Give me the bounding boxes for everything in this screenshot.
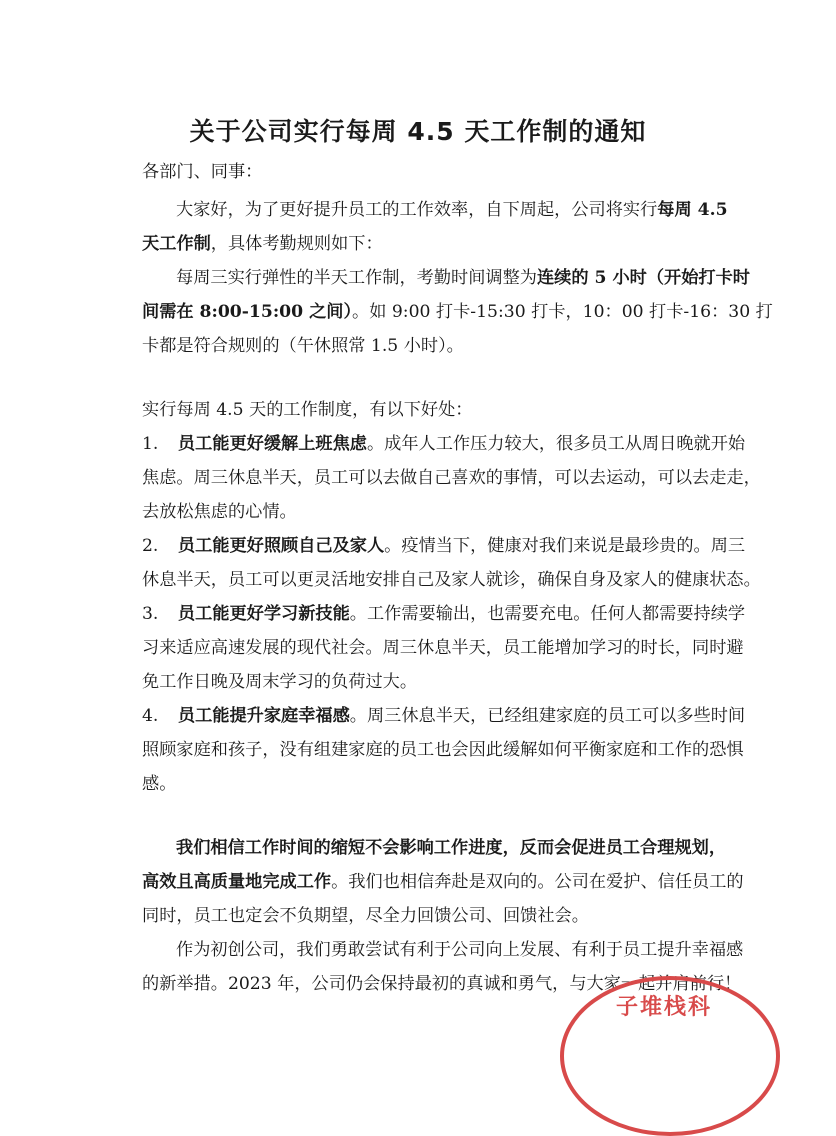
- rule-line-3: 卡都是符合规则的（午休照常 1.5 小时）。: [142, 336, 464, 356]
- benefit-1-line-2: 焦虑。周三休息半天，员工可以去做自己喜欢的事情，可以去运动，可以去走走，: [142, 468, 761, 488]
- benefit-heading: 员工能更好学习新技能: [177, 604, 350, 624]
- closing-text: 。我们也相信奔赴是双向的。公司在爱护、信任员工的: [331, 872, 744, 892]
- benefit-number: 4.: [142, 706, 159, 726]
- benefit-1-line-3: 去放松焦虑的心情。: [142, 502, 297, 522]
- benefit-number: 2.: [142, 536, 159, 556]
- closing-1-line-1: [176, 836, 726, 860]
- benefit-2-line-1: [142, 534, 745, 558]
- closing-bold: 高效且高质量地完成工作: [142, 872, 332, 892]
- intro-bold: 每周 4.5: [657, 200, 728, 220]
- benefit-3-line-1: [142, 602, 745, 626]
- benefit-number: 3.: [142, 604, 159, 624]
- intro-text: ，具体考勤规则如下：: [210, 234, 383, 254]
- closing-1-line-2: [142, 870, 744, 894]
- company-seal-text: 子堆栈科: [616, 994, 713, 1020]
- rule-line-2: [142, 300, 773, 324]
- intro-line-1: [176, 198, 728, 222]
- benefit-heading: 员工能更好照顾自己及家人: [177, 536, 385, 556]
- salutation: 各部门、同事：: [142, 162, 263, 182]
- benefit-text: 。成年人工作压力较大，很多员工从周日晚就开始: [366, 434, 746, 454]
- document-title: 关于公司实行每周 4.5 天工作制的通知: [189, 117, 647, 146]
- closing-1-line-3: 同时，员工也定会不负期望，尽全力回馈公司、回馈社会。: [142, 906, 589, 926]
- benefit-2-line-2: 休息半天，员工可以更灵活地安排自己及家人就诊，确保自身及家人的健康状态。: [142, 570, 761, 590]
- benefit-number: 1.: [142, 434, 159, 454]
- rule-bold: 间需在 8:00-15:00 之间）: [142, 302, 353, 322]
- rule-text: 每周三实行弹性的半天工作制，考勤时间调整为: [176, 268, 537, 288]
- benefit-3-line-3: 免工作日晚及周末学习的负荷过大。: [142, 672, 418, 692]
- closing-bold: 我们相信工作时间的缩短不会影响工作进度，反而会促进员工合理规划，: [176, 838, 727, 858]
- intro-bold: 天工作制: [142, 234, 211, 254]
- benefit-heading: 员工能更好缓解上班焦虑: [177, 434, 367, 454]
- benefit-1-line-1: [142, 432, 745, 456]
- benefit-3-line-2: 习来适应高速发展的现代社会。周三休息半天，员工能增加学习的时长，同时避: [142, 638, 744, 658]
- closing-2-line-2: 的新举措。2023 年，公司仍会保持最初的真诚和勇气，与大家一起并肩前行！: [142, 974, 742, 994]
- benefit-text: 。疫情当下，健康对我们来说是最珍贵的。周三: [384, 536, 746, 556]
- benefit-heading: 员工能提升家庭幸福感: [177, 706, 350, 726]
- closing-2-line-1: 作为初创公司，我们勇敢尝试有利于公司向上发展、有利于员工提升幸福感: [176, 940, 744, 960]
- rule-text: 。如 9:00 打卡-15:30 打卡，10：00 打卡-16：30 打: [352, 302, 773, 322]
- benefit-text: 。工作需要输出，也需要充电。任何人都需要持续学: [349, 604, 746, 624]
- intro-text: 大家好，为了更好提升员工的工作效率，自下周起，公司将实行: [176, 200, 658, 220]
- rule-bold: 连续的 5 小时（开始打卡时: [536, 268, 750, 288]
- benefit-4-line-3: 感。: [142, 774, 177, 794]
- benefit-4-line-1: [142, 704, 745, 728]
- benefit-4-line-2: 照顾家庭和孩子，没有组建家庭的员工也会因此缓解如何平衡家庭和工作的恐惧: [142, 740, 744, 760]
- benefit-text: 。周三休息半天，已经组建家庭的员工可以多些时间: [349, 706, 746, 726]
- benefits-intro: 实行每周 4.5 天的工作制度，有以下好处：: [142, 400, 473, 420]
- rule-line-1: [176, 266, 750, 290]
- intro-line-2: [142, 232, 383, 256]
